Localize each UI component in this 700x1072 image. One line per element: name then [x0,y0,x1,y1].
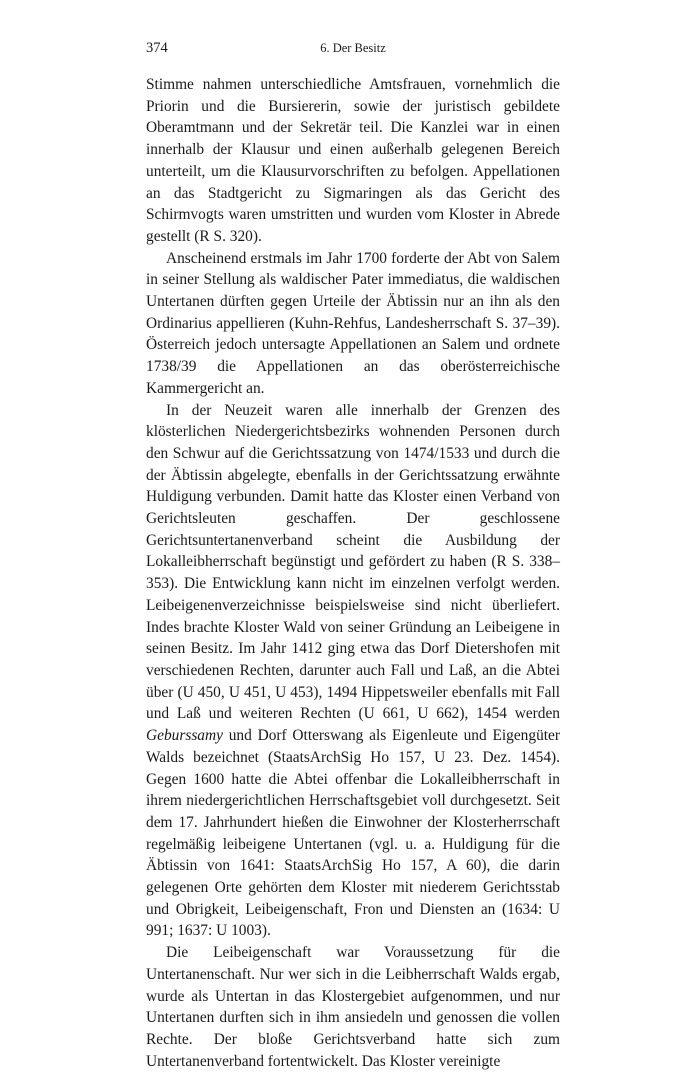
paragraph-2: Anscheinend erstmals im Jahr 1700 forderte der Abt von Salem in seiner Stellung als waldischer Pater immediatus, die waldischen Untertanen dürften gegen Urteile der Äbtissin nur an ihn als den Ordinarius appellieren (Kuhn-Rehfus, Landesherrschaft S. 37–39). Österreich jedoch untersagte Appellationen an Salem und ordnete 1738/39 die Appellationen an das oberösterreichische Kammergericht an. [146,249,560,397]
italic-term: Geburssamy [146,727,223,745]
paragraph-3 [146,400,560,943]
body-text [146,74,560,1072]
paragraph-3-part-2: und Dorf Otterswang als Eigenleute und Eigengüter Walds bezeichnet (StaatsArchSig Ho 157, U 23. Dez. 1454). Gegen 1600 hatte die Abtei offenbar die Lokalleibherrschaft in ihrem niedergerichtlichen Herrschaftsgebiet voll durchgesetzt. Seit dem 17. Jahrhundert hießen die Einwohner der Klosterherrschaft regelmäßig leibeigene Untertanen (vgl. u. a. Huldigung für die Äbtissin von 1641: StaatsArchSig Ho 157, A 60), die darin gelegenen Orte gehörten dem Kloster mit niederem Gerichtsstab und Obrigkeit, Leibeigenschaft, Fron und Diensten an (1634: U 991; 1637: U 1003). [146,727,560,940]
page-number: 374 [146,40,168,56]
paragraph-4: Die Leibeigenschaft war Voraussetzung für die Untertanenschaft. Nur wer sich in die Leibherrschaft Walds ergab, wurde als Untertan in das Klostergebiet aufgenommen, und nur Untertanen durften sich in ihm ansiedeln und genossen die vollen Rechte. Der bloße Gerichtsverband hatte sich zum Untertanenverband fortentwickelt. Das Kloster vereinigte [146,944,560,1070]
paragraph-1: Stimme nahmen unterschiedliche Amtsfrauen, vornehmlich die Priorin und die Bursiererin, sowie der juristisch gebildete Oberamtmann und der Sekretär teil. Die Kanzlei war in einen innerhalb der Klausur und einen außerhalb gelegenen Bereich unterteilt, um die Klausurvorschriften zu befolgen. Appellationen an das Stadtgericht zu Sigmaringen als das Gericht des Schirmvogts waren umstritten und wurden vom Kloster in Abrede gestellt (R S. 320). [146,76,560,245]
paragraph-3-part-1: In der Neuzeit waren alle innerhalb der Grenzen des klösterlichen Niedergerichtsbezirks wohnenden Personen durch den Schwur auf die Gerichtssatzung von 1474/1533 und durch die der Äbtissin abgelegte, ebenfalls in der Gerichtssatzung erwähnte Huldigung verbunden. Damit hatte das Kloster einen Verband von Gerichtsleuten geschaffen. Der geschlossene Gerichtsuntertanenverband scheint die Ausbildung der Lokalleibherrschaft begünstigt und gefördert zu haben (R S. 338–353). Die Entwicklung kann nicht im einzelnen verfolgt werden. Leibeigenenverzeichnisse beispielsweise sind nicht überliefert. Indes brachte Kloster Wald von seiner Gründung an Leibeigene in seinen Besitz. Im Jahr 1412 ging etwa das Dorf Dietershofen mit verschiedenen Rechten, darunter auch Fall und Laß, an die Abtei über (U 450, U 451, U 453), 1494 Hippetsweiler ebenfalls mit Fall und Laß und weiteren Rechten (U 661, U 662), 1454 werden [146,401,560,723]
running-head: 6. Der Besitz [320,41,386,55]
